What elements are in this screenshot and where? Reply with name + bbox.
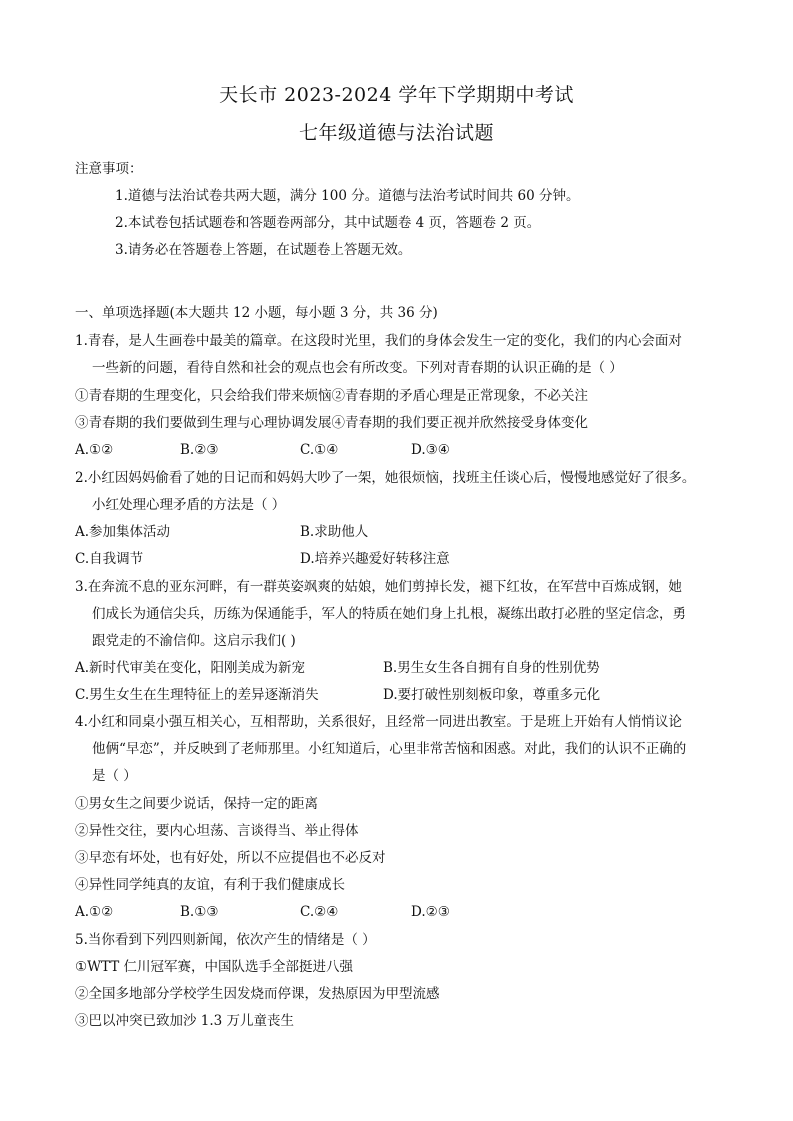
q1-stem-line2: 一些新的问题，看待自然和社会的观点也会有所改变。下列对青春期的认识正确的是（ ） bbox=[92, 360, 623, 376]
q4-statement-2: ②异性交往，要内心坦荡、言谈得当、举止得体 bbox=[75, 823, 359, 839]
q4-statement-4: ④异性同学纯真的友谊，有利于我们健康成长 bbox=[75, 877, 345, 893]
q1-statement-2: ③青春期的我们要做到生理与心理协调发展④青春期的我们要正视并欣然接受身体变化 bbox=[75, 415, 588, 431]
q1-option-c: C.①④ bbox=[300, 442, 339, 458]
q3-stem-line3: 跟党走的不渝信仰。这启示我们( ) bbox=[92, 633, 296, 649]
q1-option-a: A.①② bbox=[75, 442, 114, 458]
q2-option-a: A.参加集体活动 bbox=[75, 524, 171, 540]
q2-option-d: D.培养兴趣爱好转移注意 bbox=[300, 551, 450, 567]
notice-heading: 注意事项： bbox=[75, 161, 143, 177]
q4-option-c: C.②④ bbox=[300, 904, 339, 920]
section-heading: 一、单项选择题(本大题共 12 小题，每小题 3 分，共 36 分) bbox=[75, 305, 438, 321]
q2-option-c: C.自我调节 bbox=[75, 551, 144, 567]
q5-statement-1: ①WTT 仁川冠军赛，中国队选手全部挺进八强 bbox=[75, 959, 354, 975]
q1-statement-1: ①青春期的生理变化，只会给我们带来烦恼②青春期的矛盾心理是正常现象，不必关注 bbox=[75, 388, 588, 404]
q5-statement-3: ③巴以冲突已致加沙 1.3 万儿童丧生 bbox=[75, 1013, 295, 1029]
q5-stem-line1: 5.当你看到下列四则新闻，依次产生的情绪是（ ） bbox=[75, 932, 376, 948]
q4-stem-line2: 他俩“早恋”，并反映到了老师那里。小红知道后，心里非常苦恼和困惑。对此，我们的认识不正确的 bbox=[92, 741, 687, 757]
notice-item-2: 2.本试卷包括试题卷和答题卷两部分，其中试题卷 4 页，答题卷 2 页。 bbox=[115, 215, 541, 231]
q3-option-d: D.要打破性别刻板印象，尊重多元化 bbox=[383, 687, 601, 703]
q2-option-b: B.求助他人 bbox=[300, 524, 369, 540]
q4-option-a: A.①② bbox=[75, 904, 114, 920]
q4-stem-line3: 是（ ） bbox=[92, 768, 137, 784]
q4-option-d: D.②③ bbox=[411, 904, 450, 920]
notice-item-3: 3.请务必在答题卷上答题，在试题卷上答题无效。 bbox=[115, 242, 412, 258]
q2-stem-line2: 小红处理心理矛盾的方法是（ ） bbox=[92, 497, 286, 513]
q1-option-d: D.③④ bbox=[411, 442, 450, 458]
q2-stem-line1: 2.小红因妈妈偷看了她的日记而和妈妈大吵了一架，她很烦恼，找班主任谈心后，慢慢地感觉好了很多。 bbox=[75, 470, 696, 486]
q3-stem-line1: 3.在奔流不息的亚东河畔，有一群英姿飒爽的姑娘，她们剪掉长发，褪下红妆，在军营中百炼成钢，她 bbox=[75, 579, 682, 595]
q1-option-b: B.②③ bbox=[180, 442, 219, 458]
q3-stem-line2: 们成长为通信尖兵，历练为保通能手，军人的特质在她们身上扎根，凝练出敢打必胜的坚定信念，勇 bbox=[92, 606, 686, 622]
q4-option-b: B.①③ bbox=[180, 904, 219, 920]
q3-option-b: B.男生女生各自拥有自身的性别优势 bbox=[383, 660, 600, 676]
exam-title: 天长市 2023-2024 学年下学期期中考试 bbox=[219, 84, 574, 106]
q4-stem-line1: 4.小红和同桌小强互相关心，互相帮助，关系很好，且经常一同进出教室。于是班上开始有人悄悄议论 bbox=[75, 714, 682, 730]
q4-statement-3: ③早恋有坏处，也有好处，所以不应提倡也不必反对 bbox=[75, 850, 386, 866]
notice-item-1: 1.道德与法治试卷共两大题，满分 100 分。道德与法治考试时间共 60 分钟。 bbox=[115, 188, 580, 204]
q4-statement-1: ①男女生之间要少说话，保持一定的距离 bbox=[75, 796, 318, 812]
q5-statement-2: ②全国多地部分学校学生因发烧而停课，发热原因为甲型流感 bbox=[75, 986, 440, 1002]
q1-stem-line1: 1.青春，是人生画卷中最美的篇章。在这段时光里，我们的身体会发生一定的变化，我们的内心会面对 bbox=[75, 333, 682, 349]
q3-option-c: C.男生女生在生理特征上的差异逐渐消失 bbox=[75, 687, 319, 703]
q3-option-a: A.新时代审美在变化，阳刚美成为新宠 bbox=[75, 660, 306, 676]
exam-subtitle: 七年级道德与法治试题 bbox=[298, 122, 494, 144]
